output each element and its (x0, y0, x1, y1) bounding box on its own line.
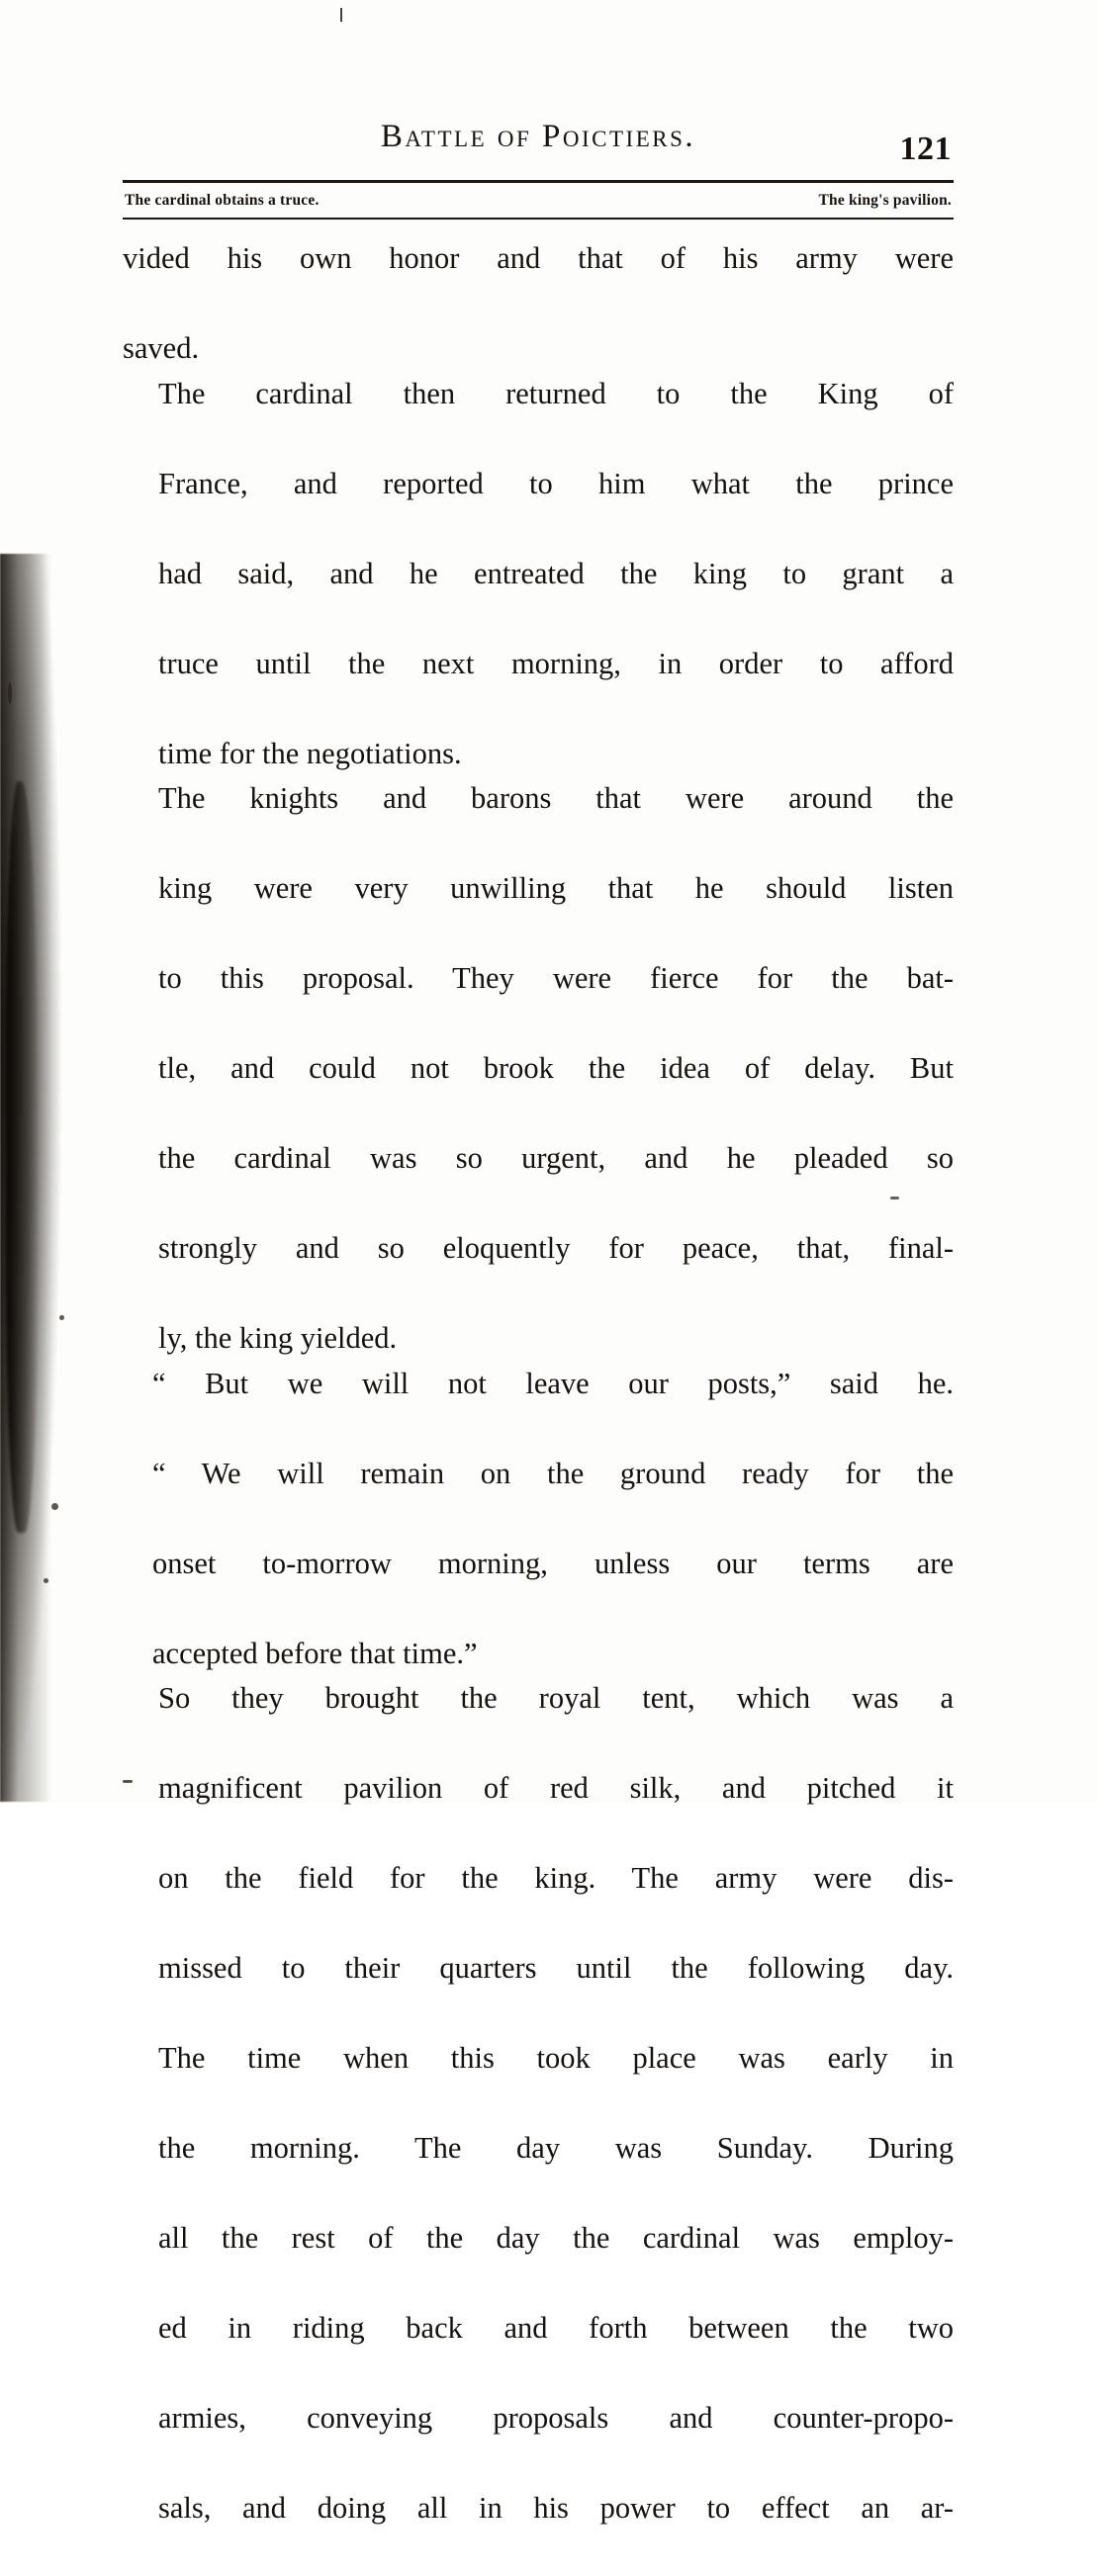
text-line: king were very unwilling that he should listen (158, 871, 954, 905)
text-line: So they brought the royal tent, which was a (158, 1681, 954, 1715)
text-line: all the rest of the day the cardinal was employ- (158, 2221, 954, 2255)
scan-speck (51, 1503, 58, 1510)
paragraph (123, 236, 954, 372)
text-line: The cardinal then returned to the King of (158, 376, 954, 410)
scan-speck (44, 1578, 48, 1583)
text-line: had said, and he entreated the king to grant a (158, 556, 954, 590)
text-line: “ But we will not leave our posts,” said he. (152, 1366, 954, 1400)
text-line: accepted before that time.” (152, 1636, 478, 1670)
sidenote-row (123, 183, 954, 218)
page-title: Battle of Poictiers. (380, 119, 696, 154)
sidenote-right: The king's pavilion. (818, 192, 952, 209)
paragraph (123, 372, 954, 777)
text-line: sals, and doing all in his power to effect an ar- (158, 2491, 954, 2525)
text-line: the morning. The day was Sunday. During (158, 2131, 954, 2165)
text-line: vided his own honor and that of his army were (123, 241, 954, 275)
text-line: truce until the next morning, in order to afford (158, 646, 954, 680)
page-content (123, 119, 954, 2576)
text-line: “ We will remain on the ground ready for the (152, 1456, 954, 1490)
scan-speck (8, 682, 12, 704)
scan-speck (14, 811, 17, 827)
scan-shadow-left-edge (0, 554, 61, 1802)
paragraph (123, 1362, 954, 1677)
text-line: magnificent pavilion of red silk, and pitched it (158, 1771, 954, 1805)
text-line: armies, conveying proposals and counter-propo- (158, 2401, 954, 2435)
paragraph (123, 776, 954, 1362)
page-number: 121 (899, 131, 952, 167)
body-text (123, 236, 954, 2576)
text-line: missed to their quarters until the following day. (158, 1951, 954, 1985)
text-line: to this proposal. They were fierce for the bat- (158, 961, 954, 995)
text-line: ed in riding back and forth between the two (158, 2311, 954, 2345)
text-line: saved. (123, 331, 200, 365)
registration-mark-top (340, 8, 342, 22)
text-line: France, and reported to him what the prince (158, 466, 954, 500)
text-line: strongly and so eloquently for peace, that, final- (158, 1231, 954, 1265)
text-line: onset to-morrow morning, unless our terms are (152, 1546, 954, 1580)
sidenote-left: The cardinal obtains a truce. (125, 192, 320, 209)
scan-speck (59, 1315, 64, 1320)
paragraph (123, 1676, 954, 2036)
text-line: tle, and could not brook the idea of delay. But (158, 1051, 954, 1085)
header-rule-thin (123, 218, 954, 220)
paragraph (123, 2036, 954, 2576)
text-line: on the field for the king. The army were dis- (158, 1861, 954, 1895)
text-line: time for the negotiations. (158, 736, 462, 770)
text-line: The knights and barons that were around the (158, 781, 954, 815)
running-head (123, 119, 954, 174)
text-line: the cardinal was so urgent, and he pleaded so (158, 1141, 954, 1175)
text-line: ly, the king yielded. (158, 1321, 398, 1355)
text-line: The time when this took place was early in (158, 2041, 954, 2075)
